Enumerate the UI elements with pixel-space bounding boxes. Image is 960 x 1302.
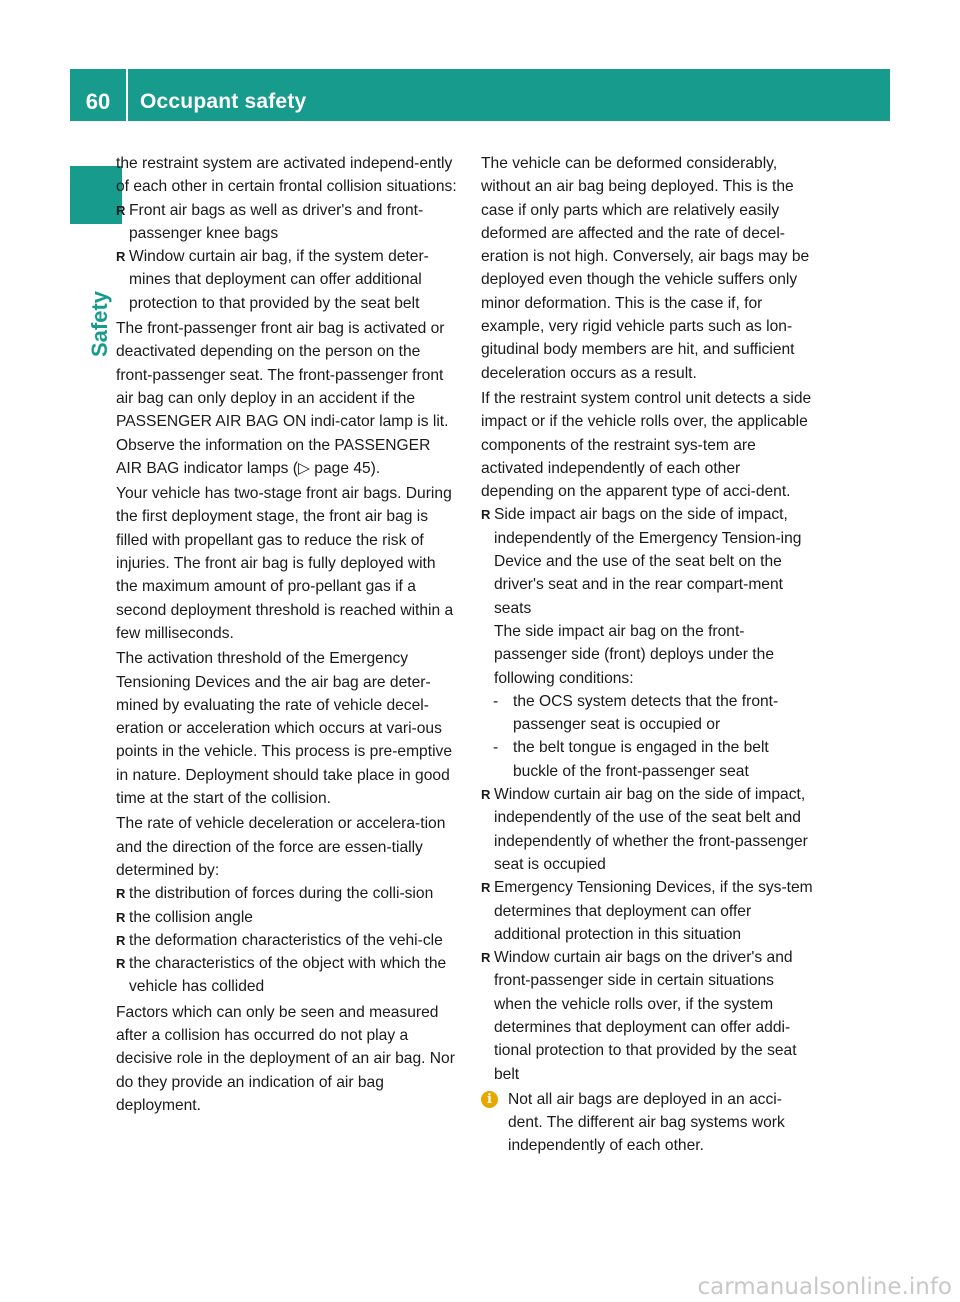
watermark: carmanualsonline.info (697, 1274, 952, 1300)
info-icon: i (481, 1091, 498, 1108)
paragraph: The rate of vehicle deceleration or accelera-tion and the direction of the force are essen-tially determined by: (116, 815, 446, 879)
info-note (481, 1088, 813, 1158)
bullet-item: R Front air bags as well as driver's and front-passenger knee bags (116, 199, 458, 246)
bullet-item: R Window curtain air bags on the driver's and front-passenger side in certain situations when the vehicle rolls over, if the system determines that deployment can offer addi-tional protection to that provided by the seat belt (481, 946, 813, 1086)
paragraph: The activation threshold of the Emergency Tensioning Devices and the air bag are deter-mined by evaluating the rate of vehicle decel-eration or acceleration which occurs at vari-ous points in the vehicle. This process is pre-emptive in nature. Deployment should take place in good time at the start of the collision. (116, 650, 452, 808)
bullet-item: R Window curtain air bag, if the system deter-mines that deployment can offer additional protection to that provided by the seat belt (116, 245, 458, 315)
paragraph: If the restraint system control unit detects a side impact or if the vehicle rolls over, the applicable components of the restraint sys-tem are activated independently of each other depending on the apparent type of acci-dent. (481, 389, 812, 501)
bullet-item: R Emergency Tensioning Devices, if the sys-tem determines that deployment can offer additional protection in this situation (481, 876, 813, 946)
bullet-item: R the collision angle (116, 906, 458, 929)
bullet-item: R Side impact air bags on the side of impact, independently of the Emergency Tension-ing Device and the use of the seat belt on the driver's seat and in the rear compart-ment seats (481, 503, 813, 619)
bullet-item: R the characteristics of the object with which the vehicle has collided (116, 952, 458, 999)
paragraph: Your vehicle has two-stage front air bags. During the first deployment stage, the front air bag is filled with propellant gas to reduce the risk of injuries. The front air bag is fully deployed with the maximum amount of pro-pellant gas if a second deployment threshold is reached within a few milliseconds. (116, 485, 454, 642)
bullet-item: R the deformation characteristics of the vehi-cle (116, 929, 458, 952)
paragraph: the restraint system are activated independ-ently of each other in certain frontal collision situations: (116, 155, 457, 196)
right-column (481, 152, 813, 1158)
paragraph: Factors which can only be seen and measured after a collision has occurred do not play a decisive role in the deployment of an air bag. Nor do they provide an indication of air bag deployment. (116, 1003, 455, 1114)
section-tab-marker (70, 166, 122, 224)
dash-item: - the OCS system detects that the front-passenger seat is occupied or (481, 690, 813, 737)
left-column (116, 152, 458, 1117)
page-title: Occupant safety (140, 90, 307, 113)
section-label: Safety (87, 290, 112, 358)
bullet-item: R the distribution of forces during the colli-sion (116, 882, 458, 905)
header-divider (126, 69, 128, 121)
bullet-item: R Window curtain air bag on the side of impact, independently of the use of the seat belt and independently of whether the front-passenger seat is occupied (481, 783, 813, 876)
info-note-text: Not all air bags are deployed in an acci-dent. The different air bag systems work independently of each other. (508, 1090, 785, 1155)
paragraph: The vehicle can be deformed considerably, without an air bag being deployed. This is the case if only parts which are relatively easily deformed are affected and the rate of decel-eration is not high. Conversely, air bags may be deployed even though the vehicle suffers only minor deformation. This is the case if, for example, very rigid vehicle parts such as lon-gitudinal body members are hit, and sufficient deceleration occurs as a result. (481, 155, 810, 382)
indented-paragraph: The side impact air bag on the front-passenger side (front) deploys under the following conditions: (494, 622, 774, 687)
dash-item: - the belt tongue is engaged in the belt buckle of the front-passenger seat (481, 736, 813, 783)
page-number: 60 (85, 89, 111, 114)
paragraph: The front-passenger front air bag is activated or deactivated depending on the person on the front-passenger seat. The front-passenger front air bag can only deploy in an accident if the PASSENGER AIR BAG ON indi-cator lamp is lit. Observe the information on the PASSENGER AIR BAG indicator lamps (▷ page 45). (116, 320, 449, 477)
